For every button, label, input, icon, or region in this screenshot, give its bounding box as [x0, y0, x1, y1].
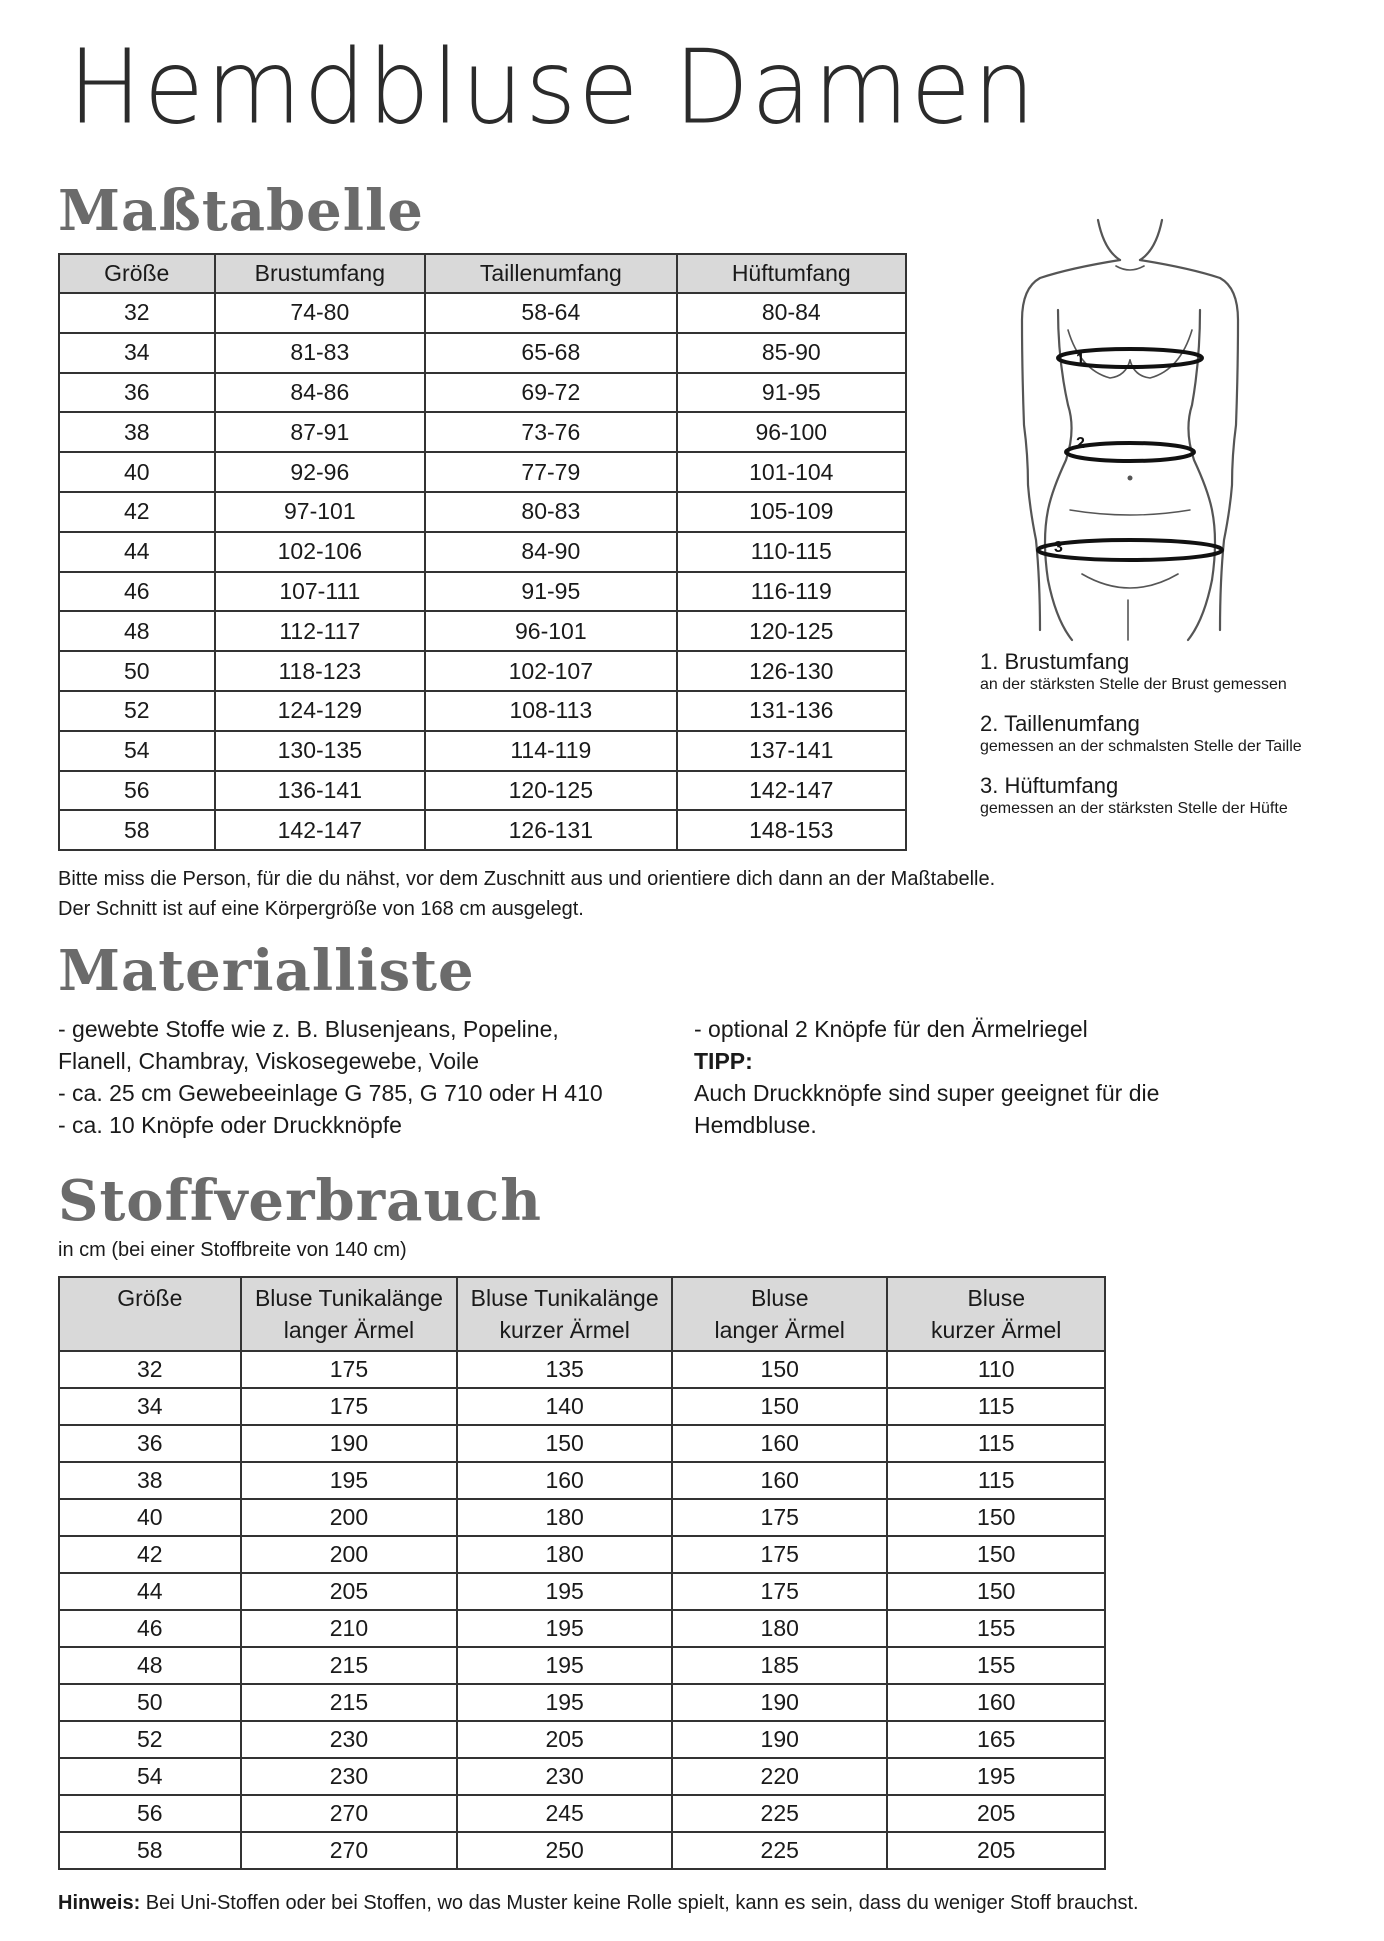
table-row [59, 651, 906, 691]
table-cell: 165 [887, 1721, 1105, 1758]
material-line: - ca. 25 cm Gewebeeinlage G 785, G 710 oder H 410 [58, 1080, 603, 1106]
neck-right-outline [1140, 220, 1162, 260]
table-cell: 230 [241, 1721, 458, 1758]
table-row [59, 1684, 1105, 1721]
table-row [59, 611, 906, 651]
measure-note-line-2: Der Schnitt ist auf eine Körpergröße von 168 cm ausgelegt. [58, 898, 584, 920]
table-cell: 215 [241, 1647, 458, 1684]
table-cell: 160 [672, 1462, 887, 1499]
table-cell: 225 [672, 1795, 887, 1832]
table-cell: 40 [59, 452, 215, 492]
column-header: Brustumfang [215, 254, 426, 293]
table-cell: 180 [457, 1536, 672, 1573]
table-cell: 220 [672, 1758, 887, 1795]
legend-item-hip [980, 773, 1370, 819]
table-row [59, 1647, 1105, 1684]
table-cell: 230 [241, 1758, 458, 1795]
table-cell: 58 [59, 810, 215, 850]
table-row [59, 1610, 1105, 1647]
table-cell: 215 [241, 1684, 458, 1721]
table-cell: 48 [59, 611, 215, 651]
table-cell: 52 [59, 691, 215, 731]
measurement-legend [980, 649, 1370, 835]
table-cell: 54 [59, 1758, 241, 1795]
table-row [59, 691, 906, 731]
table-cell: 148-153 [677, 810, 906, 850]
table-row [59, 373, 906, 413]
legend-desc: gemessen an der stärksten Stelle der Hüfte [980, 800, 1288, 817]
table-cell: 38 [59, 412, 215, 452]
table-cell: 230 [457, 1758, 672, 1795]
table-cell: 195 [457, 1610, 672, 1647]
table-cell: 74-80 [215, 293, 426, 333]
table-cell: 107-111 [215, 572, 426, 612]
column-header: Hüftumfang [677, 254, 906, 293]
table-cell: 40 [59, 1499, 241, 1536]
table-cell: 46 [59, 572, 215, 612]
table-cell: 110 [887, 1351, 1105, 1388]
column-header-line: Bluse [750, 1285, 809, 1311]
table-cell: 200 [241, 1536, 458, 1573]
table-cell: 205 [457, 1721, 672, 1758]
neck-left-outline [1098, 220, 1120, 260]
mass-heading: Maßtabelle [58, 178, 424, 244]
column-header: Taillenumfang [425, 254, 676, 293]
table-cell: 58 [59, 1832, 241, 1869]
table-cell: 102-106 [215, 532, 426, 572]
column-header [672, 1277, 887, 1351]
table-cell: 150 [457, 1425, 672, 1462]
torso-right-outline [1188, 310, 1215, 580]
table-row [59, 333, 906, 373]
table-cell: 42 [59, 492, 215, 532]
table-cell: 150 [672, 1388, 887, 1425]
table-header-row [59, 254, 906, 293]
table-cell: 270 [241, 1832, 458, 1869]
legend-item-bust [980, 649, 1370, 695]
table-cell: 126-131 [425, 810, 676, 850]
table-cell: 65-68 [425, 333, 676, 373]
table-cell: 118-123 [215, 651, 426, 691]
table-cell: 52 [59, 1721, 241, 1758]
table-cell: 205 [241, 1573, 458, 1610]
table-header-row [59, 1277, 1105, 1351]
table-cell: 50 [59, 1684, 241, 1721]
table-cell: 175 [241, 1351, 458, 1388]
table-row [59, 532, 906, 572]
legend-desc: gemessen an der schmalsten Stelle der Taille [980, 738, 1302, 755]
table-cell: 180 [457, 1499, 672, 1536]
table-row [59, 572, 906, 612]
size-chart-table [58, 253, 907, 851]
column-header-line: langer Ärmel [714, 1317, 845, 1343]
table-cell: 195 [457, 1647, 672, 1684]
table-cell: 175 [241, 1388, 458, 1425]
material-list-left [58, 1013, 603, 1141]
table-row [59, 1832, 1105, 1869]
column-header [457, 1277, 672, 1351]
table-cell: 102-107 [425, 651, 676, 691]
table-cell: 32 [59, 1351, 241, 1388]
measure-note [58, 864, 995, 924]
table-cell: 54 [59, 731, 215, 771]
table-cell: 195 [241, 1462, 458, 1499]
table-cell: 120-125 [425, 771, 676, 811]
table-cell: 225 [672, 1832, 887, 1869]
table-cell: 200 [241, 1499, 458, 1536]
table-cell: 120-125 [677, 611, 906, 651]
crotch-line [1082, 574, 1178, 588]
table-row [59, 412, 906, 452]
table-cell: 155 [887, 1610, 1105, 1647]
table-row [59, 731, 906, 771]
hip-band [1038, 540, 1222, 560]
table-cell: 175 [672, 1499, 887, 1536]
table-row [59, 1795, 1105, 1832]
table-cell: 205 [887, 1832, 1105, 1869]
table-row [59, 1425, 1105, 1462]
table-cell: 250 [457, 1832, 672, 1869]
table-cell: 105-109 [677, 492, 906, 532]
tipp-line: Hemdbluse. [694, 1112, 817, 1138]
table-cell: 50 [59, 651, 215, 691]
stoff-heading: Stoffverbrauch [58, 1168, 542, 1234]
belly-line [1070, 510, 1190, 515]
table-cell: 36 [59, 373, 215, 413]
table-cell: 110-115 [677, 532, 906, 572]
hinweis-text: Bei Uni-Stoffen oder bei Stoffen, wo das Muster keine Rolle spielt, kann es sein, dass du weniger Stoff brauchst. [140, 1892, 1139, 1914]
table-cell: 80-84 [677, 293, 906, 333]
legend-desc: an der stärksten Stelle der Brust gemessen [980, 676, 1287, 693]
table-cell: 205 [887, 1795, 1105, 1832]
table-cell: 115 [887, 1388, 1105, 1425]
material-list-right [694, 1013, 1159, 1141]
table-cell: 81-83 [215, 333, 426, 373]
stoff-subtitle: in cm (bei einer Stoffbreite von 140 cm) [58, 1239, 407, 1261]
table-row [59, 452, 906, 492]
fabric-usage-table [58, 1276, 1106, 1870]
figure-label-3: 3 [1054, 539, 1063, 556]
table-cell: 195 [457, 1573, 672, 1610]
table-row [59, 1351, 1105, 1388]
table-row [59, 771, 906, 811]
table-cell: 91-95 [677, 373, 906, 413]
table-cell: 77-79 [425, 452, 676, 492]
table-row [59, 810, 906, 850]
table-cell: 210 [241, 1610, 458, 1647]
column-header [241, 1277, 458, 1351]
table-cell: 142-147 [215, 810, 426, 850]
table-cell: 131-136 [677, 691, 906, 731]
column-header-line: Bluse Tunikalänge [254, 1285, 443, 1311]
table-cell: 115 [887, 1462, 1105, 1499]
material-line: - gewebte Stoffe wie z. B. Blusenjeans, Popeline, [58, 1016, 559, 1042]
tipp-line: Auch Druckknöpfe sind super geeignet für die [694, 1080, 1160, 1106]
column-header-line: kurzer Ärmel [499, 1317, 630, 1343]
table-cell: 80-83 [425, 492, 676, 532]
table-cell: 136-141 [215, 771, 426, 811]
table-cell: 92-96 [215, 452, 426, 492]
table-cell: 97-101 [215, 492, 426, 532]
table-cell: 124-129 [215, 691, 426, 731]
table-cell: 195 [457, 1684, 672, 1721]
table-cell: 87-91 [215, 412, 426, 452]
legend-item-waist [980, 711, 1370, 757]
table-cell: 150 [887, 1499, 1105, 1536]
table-cell: 34 [59, 333, 215, 373]
table-cell: 130-135 [215, 731, 426, 771]
table-cell: 115 [887, 1425, 1105, 1462]
table-cell: 160 [672, 1425, 887, 1462]
figure-label-2: 2 [1076, 435, 1085, 452]
table-cell: 69-72 [425, 373, 676, 413]
left-hip-outline [1048, 580, 1072, 640]
table-row [59, 1388, 1105, 1425]
column-header-line [60, 1314, 240, 1346]
legend-title: 3. Hüftumfang [980, 773, 1119, 798]
measure-note-line-1: Bitte miss die Person, für die du nähst, vor dem Zuschnitt aus und orientiere dich dann an der Maßtabelle. [58, 868, 996, 890]
table-cell: 44 [59, 532, 215, 572]
material-line: - optional 2 Knöpfe für den Ärmelriegel [694, 1016, 1088, 1042]
table-row [59, 1536, 1105, 1573]
table-cell: 137-141 [677, 731, 906, 771]
table-cell: 101-104 [677, 452, 906, 492]
table-cell: 185 [672, 1647, 887, 1684]
legend-title: 2. Taillenumfang [980, 711, 1140, 736]
table-cell: 73-76 [425, 412, 676, 452]
table-cell: 34 [59, 1388, 241, 1425]
hinweis-note [58, 1892, 1139, 1915]
column-header-line: Bluse [967, 1285, 1025, 1311]
table-row [59, 1758, 1105, 1795]
table-cell: 46 [59, 1610, 241, 1647]
table-cell: 190 [672, 1684, 887, 1721]
table-cell: 32 [59, 293, 215, 333]
table-cell: 85-90 [677, 333, 906, 373]
table-cell: 126-130 [677, 651, 906, 691]
table-cell: 150 [887, 1536, 1105, 1573]
table-row [59, 492, 906, 532]
table-cell: 190 [672, 1721, 887, 1758]
table-cell: 96-100 [677, 412, 906, 452]
column-header-line: langer Ärmel [283, 1317, 415, 1343]
column-header [887, 1277, 1105, 1351]
right-hip-outline [1188, 580, 1212, 640]
table-cell: 36 [59, 1425, 241, 1462]
table-cell: 190 [241, 1425, 458, 1462]
column-header-line: Bluse Tunikalänge [470, 1285, 659, 1311]
table-cell: 142-147 [677, 771, 906, 811]
column-header-line: kurzer Ärmel [931, 1317, 1062, 1343]
table-cell: 160 [887, 1684, 1105, 1721]
table-row [59, 293, 906, 333]
table-cell: 114-119 [425, 731, 676, 771]
table-cell: 42 [59, 1536, 241, 1573]
hinweis-label: Hinweis: [58, 1892, 141, 1914]
column-header-line: Größe [117, 1285, 183, 1311]
table-cell: 108-113 [425, 691, 676, 731]
table-cell: 155 [887, 1647, 1105, 1684]
material-heading: Materialliste [58, 938, 475, 1004]
table-cell: 175 [672, 1536, 887, 1573]
right-bust-outline [1130, 330, 1192, 378]
table-cell: 160 [457, 1462, 672, 1499]
table-cell: 48 [59, 1647, 241, 1684]
table-cell: 270 [241, 1795, 458, 1832]
table-cell: 180 [672, 1610, 887, 1647]
table-cell: 135 [457, 1351, 672, 1388]
table-row [59, 1573, 1105, 1610]
table-cell: 96-101 [425, 611, 676, 651]
table-cell: 140 [457, 1388, 672, 1425]
table-cell: 84-90 [425, 532, 676, 572]
table-row [59, 1721, 1105, 1758]
page-title: Hemdbluse Damen [68, 28, 1038, 148]
table-cell: 150 [887, 1573, 1105, 1610]
legend-title: 1. Brustumfang [980, 649, 1130, 674]
table-cell: 116-119 [677, 572, 906, 612]
table-cell: 245 [457, 1795, 672, 1832]
table-cell: 150 [672, 1351, 887, 1388]
material-line: Flanell, Chambray, Viskosegewebe, Voile [58, 1048, 480, 1074]
waist-band [1066, 443, 1194, 461]
column-header [59, 1277, 241, 1351]
material-line: - ca. 10 Knöpfe oder Druckknöpfe [58, 1112, 402, 1138]
table-row [59, 1462, 1105, 1499]
table-cell: 195 [887, 1758, 1105, 1795]
table-cell: 44 [59, 1573, 241, 1610]
table-row [59, 1499, 1105, 1536]
table-cell: 112-117 [215, 611, 426, 651]
table-cell: 58-64 [425, 293, 676, 333]
table-cell: 38 [59, 1462, 241, 1499]
table-cell: 84-86 [215, 373, 426, 413]
body-measurement-figure [1000, 210, 1260, 650]
table-cell: 91-95 [425, 572, 676, 612]
column-header: Größe [59, 254, 215, 293]
table-cell: 175 [672, 1573, 887, 1610]
table-cell: 56 [59, 1795, 241, 1832]
table-cell: 56 [59, 771, 215, 811]
tipp-label: TIPP: [694, 1048, 753, 1074]
figure-label-1: 1 [1076, 351, 1085, 368]
navel-mark [1128, 476, 1133, 481]
